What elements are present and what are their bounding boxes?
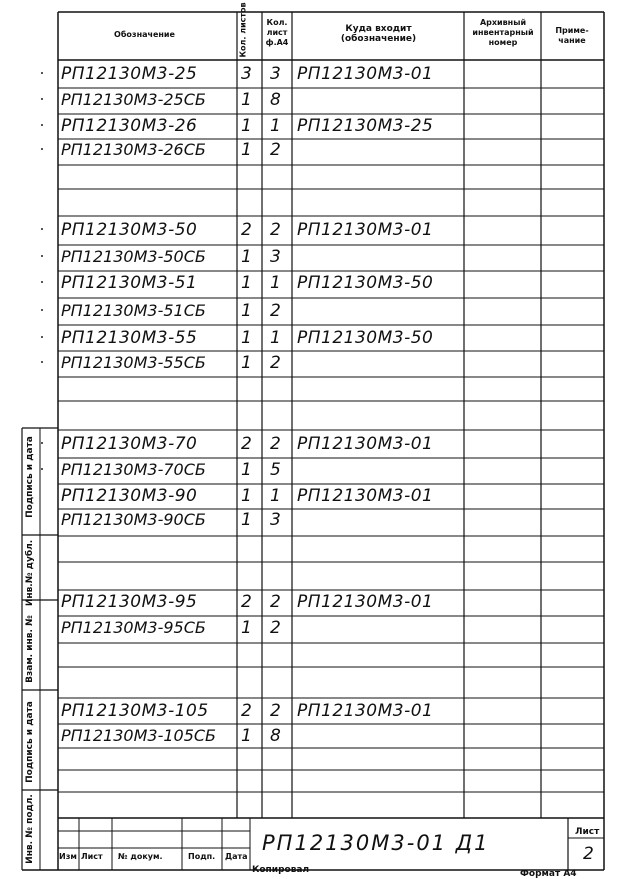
header-where xyxy=(292,24,465,44)
row-where: РП12130М3-50 xyxy=(297,328,434,348)
side-label-vzam-inv: Взам. инв. № xyxy=(25,615,35,683)
row-where: РП12130М3-50 xyxy=(297,273,434,293)
row-a4: 1 xyxy=(270,273,282,293)
row-sheets: 1 xyxy=(241,116,253,136)
margin-tick xyxy=(41,281,43,283)
header-count-a4 xyxy=(262,18,292,48)
row-designation: РП12130М3-105 xyxy=(61,701,209,721)
tb-col-data: Дата xyxy=(225,852,248,861)
row-designation: РП12130М3-70СБ xyxy=(61,460,206,479)
header-archive-line2: инвентарный xyxy=(472,28,534,37)
row-where: РП12130М3-01 xyxy=(297,64,434,84)
row-sheets: 1 xyxy=(241,90,253,110)
margin-tick xyxy=(41,72,43,74)
row-a4: 2 xyxy=(270,301,282,321)
tb-col-izm: Изм xyxy=(59,852,77,861)
tb-col-doc: № докум. xyxy=(118,852,163,861)
row-a4: 1 xyxy=(270,486,282,506)
row-sheets: 1 xyxy=(241,618,253,638)
row-sheets: 2 xyxy=(241,592,253,612)
document-code: РП12130М3-01 Д1 xyxy=(262,831,490,855)
side-label-inv-dubl: Инв.№ дубл. xyxy=(25,539,35,607)
row-sheets: 1 xyxy=(241,273,253,293)
row-a4: 2 xyxy=(270,701,282,721)
row-sheets: 2 xyxy=(241,220,253,240)
row-sheets: 1 xyxy=(241,726,253,746)
row-where: РП12130М3-25 xyxy=(297,116,434,136)
row-a4: 8 xyxy=(270,726,282,746)
header-count-line1: Кол. xyxy=(266,18,288,27)
header-count-line2: лист xyxy=(266,28,288,37)
row-designation: РП12130М3-25 xyxy=(61,64,198,84)
row-sheets: 1 xyxy=(241,328,253,348)
header-note xyxy=(541,26,603,46)
side-label-inv-podl: Инв. № подл. xyxy=(25,794,35,864)
row-sheets: 1 xyxy=(241,510,253,530)
row-a4: 2 xyxy=(270,592,282,612)
row-designation: РП12130М3-70 xyxy=(61,434,198,454)
row-sheets: 1 xyxy=(241,247,253,267)
sheet-label: Лист xyxy=(575,827,600,837)
row-a4: 2 xyxy=(270,140,282,160)
row-designation: РП12130М3-95СБ xyxy=(61,618,206,637)
row-sheets: 1 xyxy=(241,460,253,480)
row-designation: РП12130М3-90СБ xyxy=(61,510,206,529)
row-designation: РП12130М3-90 xyxy=(61,486,198,506)
header-archive xyxy=(464,18,542,48)
row-designation: РП12130М3-50 xyxy=(61,220,198,240)
margin-tick xyxy=(41,148,43,150)
header-archive-line3: номер xyxy=(488,38,518,47)
header-sheets-count: Кол. листов xyxy=(238,2,248,58)
row-designation: РП12130М3-25СБ xyxy=(61,90,206,109)
header-count-line3: ф.А4 xyxy=(265,38,289,47)
margin-tick xyxy=(41,468,43,470)
margin-tick xyxy=(41,361,43,363)
row-designation: РП12130М3-50СБ xyxy=(61,247,206,266)
row-designation: РП12130М3-51СБ xyxy=(61,301,206,320)
row-sheets: 1 xyxy=(241,301,253,321)
row-designation: РП12130М3-55 xyxy=(61,328,198,348)
row-sheets: 1 xyxy=(241,486,253,506)
row-designation: РП12130М3-55СБ xyxy=(61,353,206,372)
row-designation: РП12130М3-26 xyxy=(61,116,198,136)
tb-col-podp: Подп. xyxy=(188,852,216,861)
side-label-signature-date-2: Подпись и дата xyxy=(25,701,35,783)
row-where: РП12130М3-01 xyxy=(297,592,434,612)
row-designation: РП12130М3-26СБ xyxy=(61,140,206,159)
side-label-signature-date-1: Подпись и дата xyxy=(25,436,35,518)
row-designation: РП12130М3-105СБ xyxy=(61,726,217,745)
row-sheets: 3 xyxy=(241,64,253,84)
row-a4: 3 xyxy=(270,247,282,267)
margin-tick xyxy=(41,309,43,311)
tb-col-list: Лист xyxy=(81,852,103,861)
footer-format: Формат А4 xyxy=(520,869,577,879)
row-a4: 3 xyxy=(270,510,282,530)
row-sheets: 2 xyxy=(241,434,253,454)
margin-tick xyxy=(41,228,43,230)
row-a4: 3 xyxy=(270,64,282,84)
margin-tick xyxy=(41,255,43,257)
header-archive-line1: Архивный xyxy=(479,18,527,27)
row-a4: 8 xyxy=(270,90,282,110)
header-where-line1: Куда входит xyxy=(345,24,412,34)
row-a4: 2 xyxy=(270,353,282,373)
header-note-line2: чание xyxy=(558,36,586,45)
margin-tick xyxy=(41,442,43,444)
header-designation: Обозначение xyxy=(114,30,175,39)
sheet-number: 2 xyxy=(583,844,595,864)
row-where: РП12130М3-01 xyxy=(297,434,434,454)
row-designation: РП12130М3-95 xyxy=(61,592,198,612)
margin-tick xyxy=(41,124,43,126)
row-where: РП12130М3-01 xyxy=(297,701,434,721)
footer-copied: Копировал xyxy=(252,865,310,875)
header-note-line1: Приме- xyxy=(555,26,589,35)
row-a4: 1 xyxy=(270,328,282,348)
row-where: РП12130М3-01 xyxy=(297,220,434,240)
row-a4: 5 xyxy=(270,460,282,480)
row-a4: 2 xyxy=(270,220,282,240)
margin-tick xyxy=(41,336,43,338)
row-sheets: 2 xyxy=(241,701,253,721)
row-sheets: 1 xyxy=(241,353,253,373)
row-a4: 2 xyxy=(270,618,282,638)
margin-tick xyxy=(41,98,43,100)
header-where-line2: (обозначение) xyxy=(340,34,417,44)
row-a4: 1 xyxy=(270,116,282,136)
row-sheets: 1 xyxy=(241,140,253,160)
row-where: РП12130М3-01 xyxy=(297,486,434,506)
row-designation: РП12130М3-51 xyxy=(61,273,198,293)
row-a4: 2 xyxy=(270,434,282,454)
